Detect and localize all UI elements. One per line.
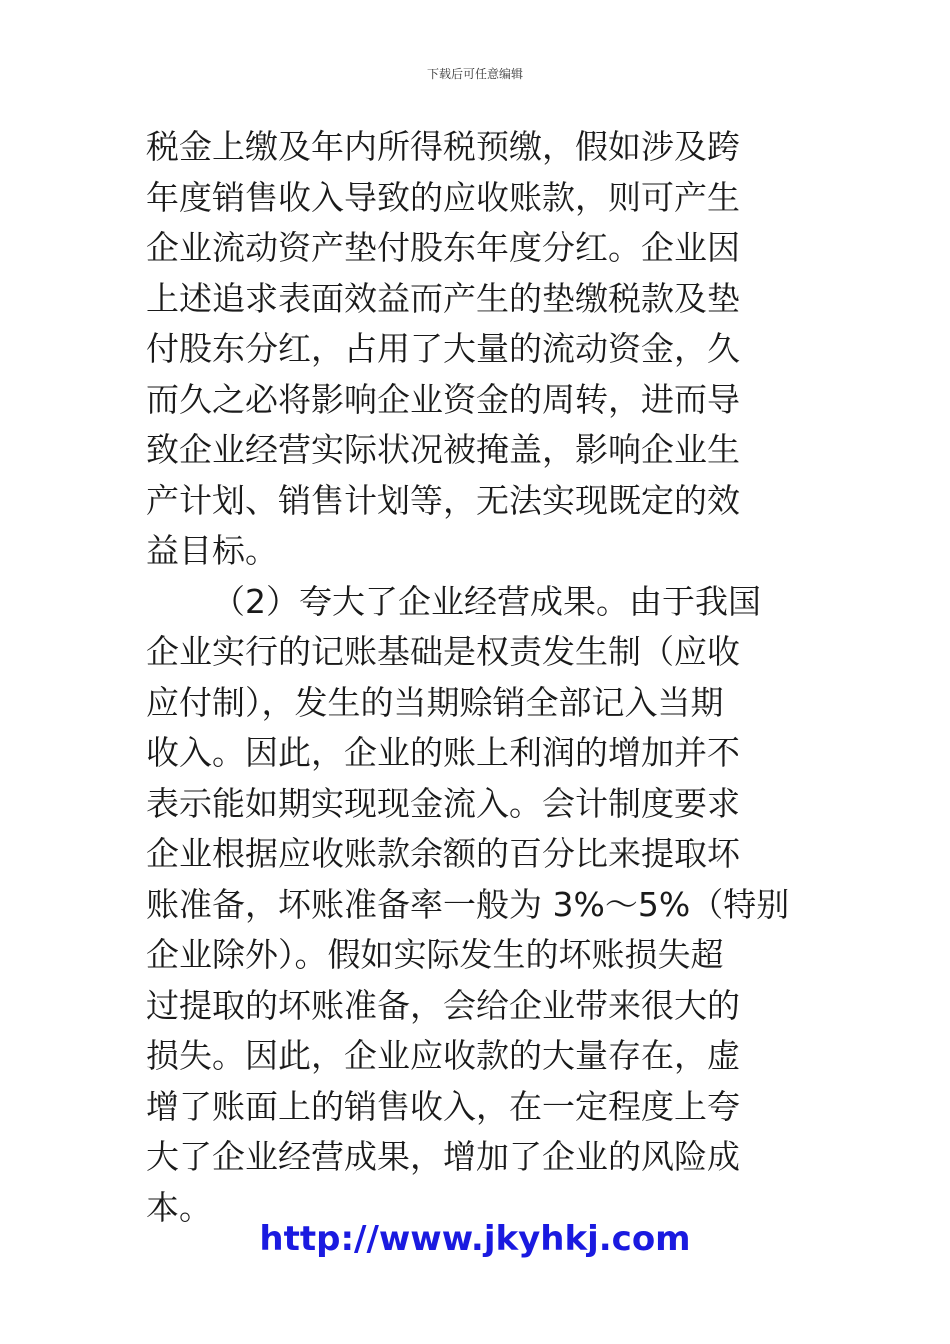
text-line: 致企业经营实际状况被掩盖，影响企业生 <box>146 430 740 469</box>
text-line: 企业根据应收账款余额的百分比来提取坏 <box>146 834 740 873</box>
text-line: 损失。因此，企业应收款的大量存在，虚 <box>146 1036 740 1075</box>
website-link[interactable]: http://www.jkyhkj.com <box>259 1219 691 1259</box>
text-line: 企业实行的记账基础是权责发生制（应收 <box>146 632 740 671</box>
text-line: 企业除外）。假如实际发生的坏账损失超 <box>146 935 724 974</box>
text-line-paragraph-start: （2）夸大了企业经营成果。由于我国 <box>212 581 761 621</box>
text-line: 应付制），发生的当期赊销全部记入当期 <box>146 682 724 722</box>
text-line: 产计划、销售计划等，无法实现既定的效 <box>146 480 740 520</box>
text-line: 过提取的坏账准备，会给企业带来很大的 <box>146 985 740 1025</box>
text-line: 表示能如期实现现金流入。会计制度要求 <box>146 783 740 823</box>
page-header: 下载后可任意编辑 <box>426 67 523 81</box>
text-line: 而久之必将影响企业资金的周转，进而导 <box>146 379 740 419</box>
text-line: 账准备，坏账准备率一般为 3%～5%（特别 <box>146 884 790 924</box>
text-line: 企业流动资产垫付股东年度分红。企业因 <box>146 228 740 267</box>
text-line: 增了账面上的销售收入，在一定程度上夸 <box>146 1086 740 1126</box>
text-line: 上述追求表面效益而产生的垫缴税款及垫 <box>146 278 740 318</box>
body-paragraphs <box>146 122 808 1233</box>
text-line: 年度销售收入导致的应收账款，则可产生 <box>146 177 740 217</box>
text-line: 税金上缴及年内所得税预缴，假如涉及跨 <box>146 127 740 166</box>
text-line: 益目标。 <box>146 531 278 570</box>
text-line: 本。 <box>146 1187 212 1227</box>
text-line: 付股东分红，占用了大量的流动资金，久 <box>146 329 740 368</box>
text-line: 大了企业经营成果，增加了企业的风险成 <box>146 1137 740 1176</box>
text-line: 收入。因此，企业的账上利润的增加并不 <box>146 733 740 772</box>
